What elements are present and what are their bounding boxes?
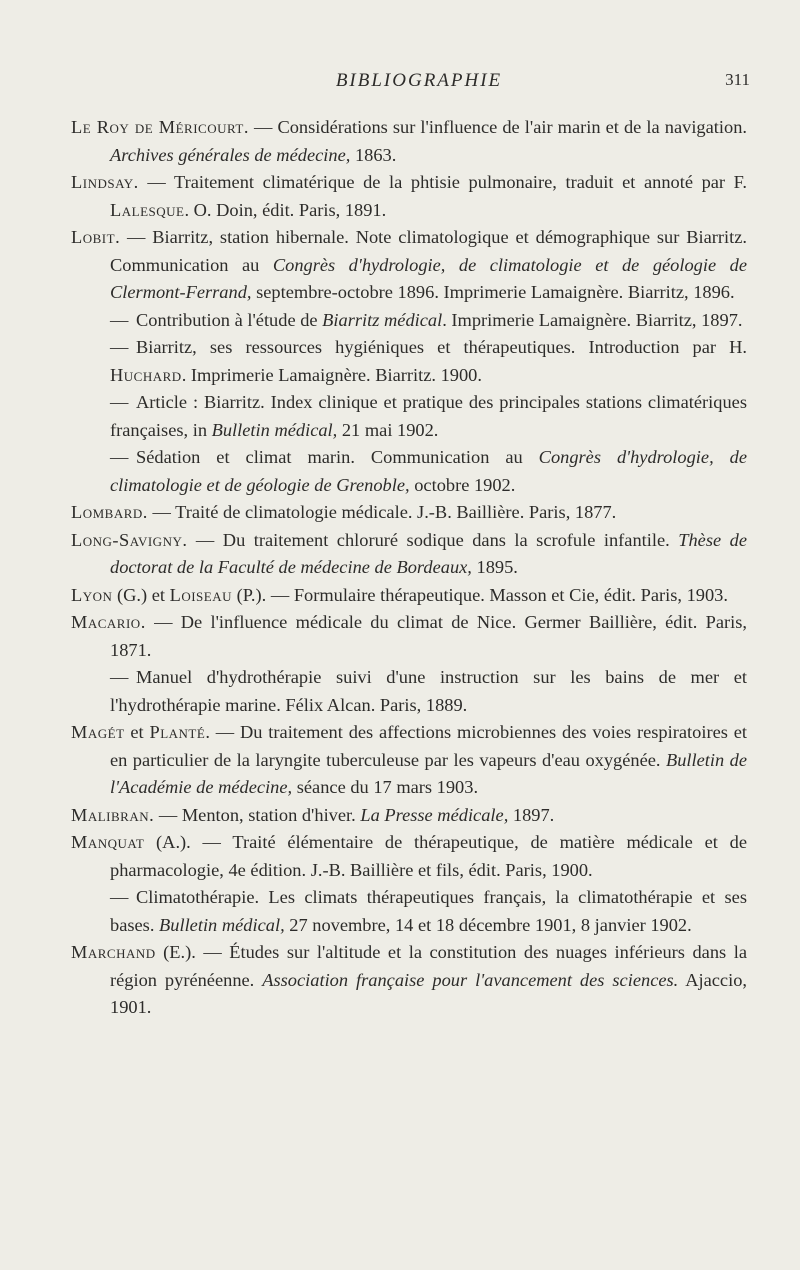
ditto-dash: —: [110, 392, 129, 412]
bibliography-entry: Lyon (G.) et Loiseau (P.). — Formulaire thérapeutique. Masson et Cie, édit. Paris, 1903.: [71, 584, 728, 605]
entry-source: La Presse médicale,: [360, 804, 509, 825]
entry-source: Bulletin médical,: [159, 914, 285, 935]
entry-source: Archives générales de médecine,: [110, 144, 351, 165]
page-header: [68, 70, 770, 100]
bibliography-entry: Lombard. — Traité de climatologie médicale. J.-B. Baillière. Paris, 1877.: [71, 502, 617, 522]
bibliography-entry: — Manuel d'hydrothérapie suivi d'une instruction sur les bains de mer et l'hydrothérapie marine. Félix Alcan. Paris, 1889.: [71, 664, 747, 719]
bibliography-entry: Lindsay. — Traitement climatérique de la phtisie pulmonaire, traduit et annoté par F. Lalesque. O. Doin, édit. Paris, 1891.: [71, 172, 747, 220]
entry-author: Manquat: [71, 832, 145, 852]
entry-author: Marchand: [71, 942, 156, 962]
entry-author: Macario.: [71, 612, 146, 632]
entry-author: Magét: [71, 722, 125, 742]
bibliography-list: [71, 114, 747, 1022]
entry-source: Bulletin de l'Académie de médecine,: [110, 749, 747, 797]
entry-source: Biarritz médical: [322, 309, 443, 330]
bibliography-entry: Lobit. — Biarritz, station hibernale. Note climatologique et démographique sur Biarritz. Communication au Congrès d'hydrologie, de climatologie et de géologie de Clermont-Ferrand, septembre-octobre 1896. Imprimerie Lamaignère. Biarritz, 1896.: [71, 227, 747, 302]
page-number: 311: [725, 70, 750, 89]
entry-author: Lindsay.: [71, 172, 139, 192]
ditto-dash: —: [110, 337, 129, 357]
entry-source: Thèse de doctorat de la Faculté de médecine de Bordeaux,: [110, 529, 747, 577]
entry-author: Malibran.: [71, 804, 155, 825]
entry-source: Association française pour l'avancement des sciences.: [262, 969, 679, 990]
entry-author: Le Roy de Méricourt.: [71, 117, 249, 137]
entry-source: Congrès d'hydrologie, de climatologie et de géologie de Grenoble,: [110, 447, 747, 495]
bibliography-entry: — Contribution à l'étude de Biarritz médical. Imprimerie Lamaignère. Biarritz, 1897.: [71, 307, 747, 335]
bibliography-entry: Manquat (A.). — Traité élémentaire de thérapeutique, de matière médicale et de pharmacologie, 4e édition. J.-B. Baillière et fils, édit. Paris, 1900.: [71, 832, 747, 880]
bibliography-entry: Marchand (E.). — Études sur l'altitude et la constitution des nuages inférieurs dans la région pyrénéenne. Association française pour l'avancement des sciences. Ajaccio, 1901.: [71, 942, 748, 1017]
entry-author: Long-Savigny.: [71, 529, 188, 550]
entry-author: Lombard.: [71, 502, 148, 522]
bibliography-entry: Le Roy de Méricourt. — Considérations sur l'influence de l'air marin et de la navigation. Archives générales de médecine, 1863.: [71, 117, 747, 165]
bibliography-entry: Malibran. — Menton, station d'hiver. La Presse médicale, 1897.: [71, 804, 555, 825]
bibliography-entry: Magét et Planté. — Du traitement des affections microbiennes des voies respiratoires et en particulier de la laryngite tuberculeuse par les vapeurs d'eau oxygénée. Bulletin de l'Académie de médecine, séance du 17 mars 1903.: [71, 722, 747, 797]
ditto-dash: —: [110, 309, 129, 330]
entry-author: Lyon: [71, 584, 113, 605]
ditto-dash: —: [110, 887, 129, 907]
entry-source: Bulletin médical,: [211, 419, 338, 440]
bibliography-entry: — Climatothérapie. Les climats thérapeutiques français, la climatothérapie et ses bases. Bulletin médical, 27 novembre, 14 et 18 décembre 1901, 8 janvier 1902.: [71, 884, 747, 939]
running-title: BIBLIOGRAPHIE: [335, 70, 503, 91]
entry-source: Congrès d'hydrologie, de climatologie et de géologie de Clermont-Ferrand,: [110, 254, 747, 302]
bibliography-entry: — Article : Biarritz. Index clinique et pratique des principales stations climatériques françaises, in Bulletin médical, 21 mai 1902.: [71, 389, 747, 444]
ditto-dash: —: [110, 667, 129, 687]
bibliography-entry: Long-Savigny. — Du traitement chloruré sodique dans la scrofule infantile. Thèse de doctorat de la Faculté de médecine de Bordeaux, 1895.: [71, 529, 747, 577]
entry-author: Lobit.: [71, 227, 121, 247]
ditto-dash: —: [110, 447, 129, 467]
bibliography-entry: — Biarritz, ses ressources hygiéniques et thérapeutiques. Introduction par H. Huchard. Imprimerie Lamaignère. Biarritz. 1900.: [71, 334, 747, 389]
bibliography-entry: — Sédation et climat marin. Communication au Congrès d'hydrologie, de climatologie et de géologie de Grenoble, octobre 1902.: [71, 444, 747, 499]
bibliography-entry: Macario. — De l'influence médicale du climat de Nice. Germer Baillière, édit. Paris, 1871.: [71, 612, 747, 660]
